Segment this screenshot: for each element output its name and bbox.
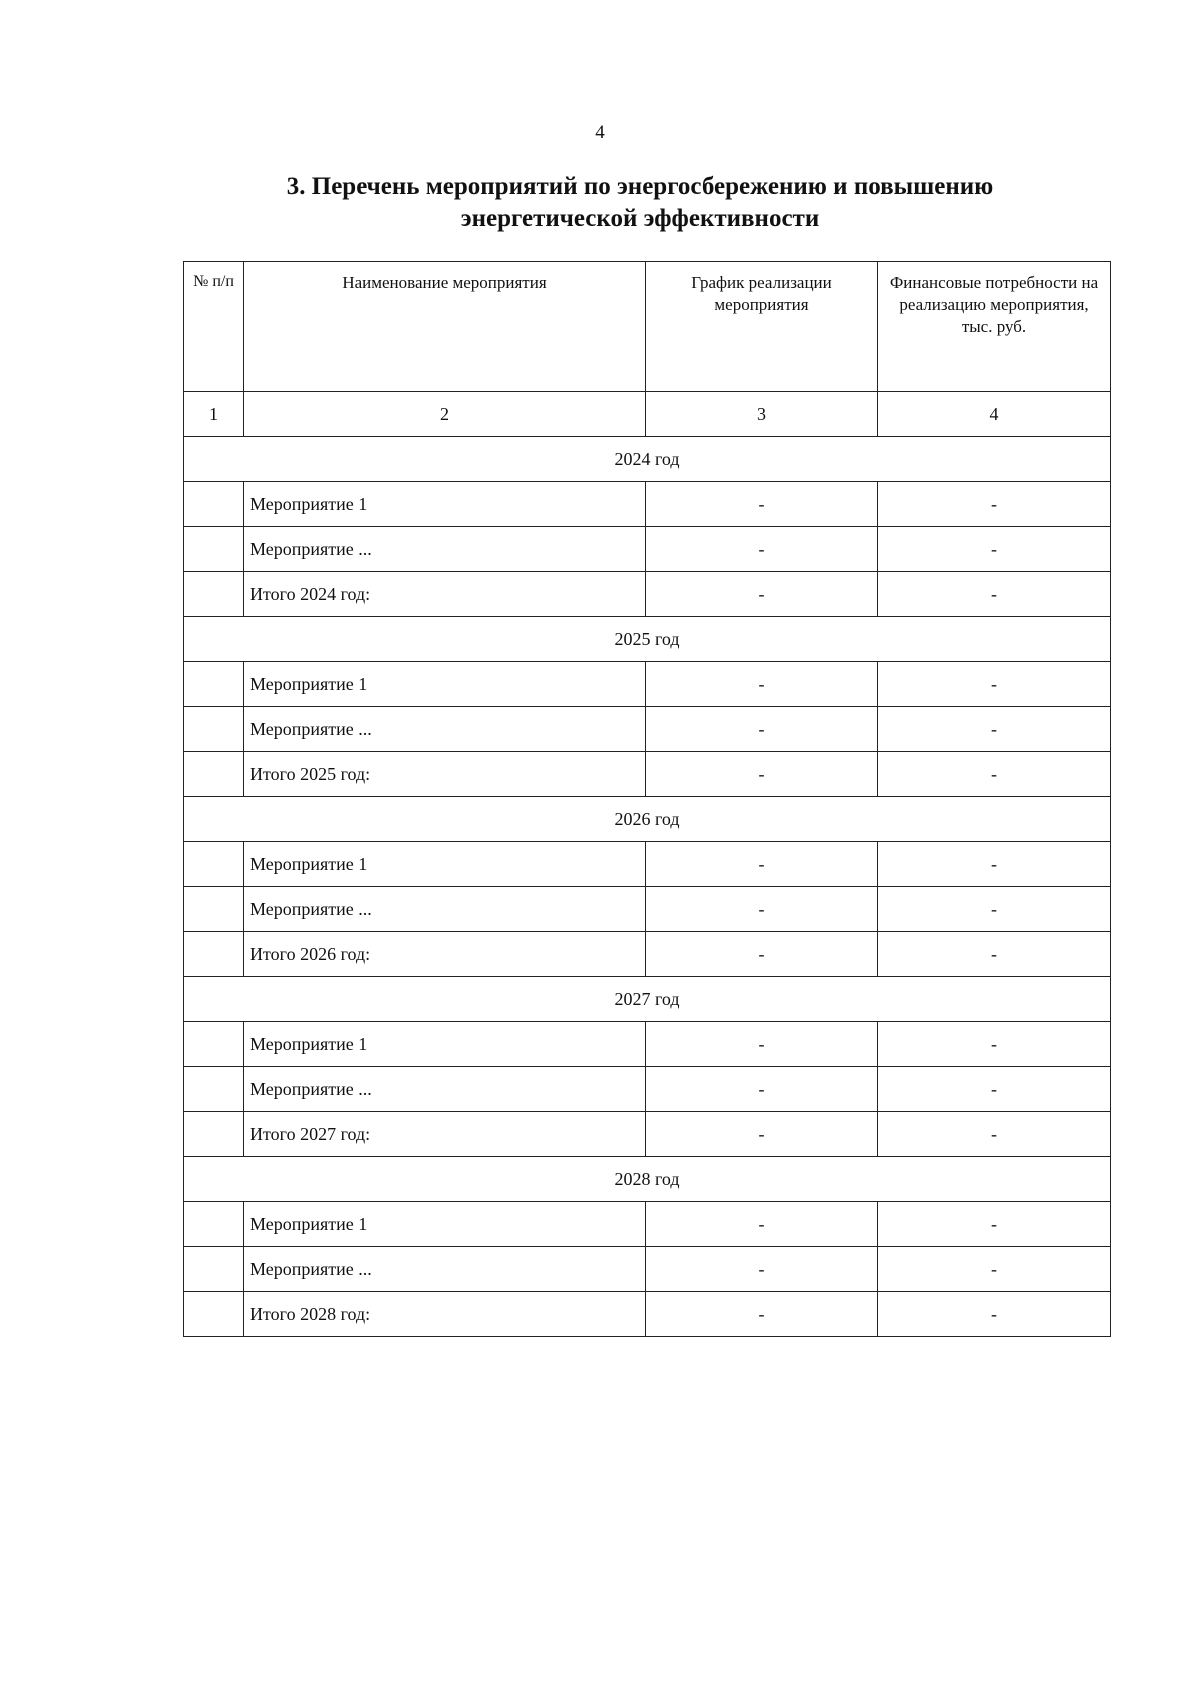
row-number (184, 842, 244, 887)
event-finance: - (878, 932, 1111, 977)
header-schedule: График реализации мероприятия (646, 262, 878, 392)
event-schedule: - (646, 707, 878, 752)
event-schedule: - (646, 527, 878, 572)
row-number (184, 1202, 244, 1247)
event-schedule: - (646, 1067, 878, 1112)
table-row (184, 752, 1111, 797)
year-label: 2027 год (184, 977, 1111, 1022)
event-name: Итого 2026 год: (244, 932, 646, 977)
table-row (184, 482, 1111, 527)
event-schedule: - (646, 1292, 878, 1337)
row-number (184, 482, 244, 527)
section-title-line-1: 3. Перечень мероприятий по энергосбережению и повышению (286, 173, 994, 200)
event-finance: - (878, 887, 1111, 932)
events-table (183, 261, 1111, 1337)
table-row (184, 527, 1111, 572)
page-number: 4 (595, 122, 605, 143)
table-row (184, 572, 1111, 617)
header-finance: Финансовые потребности на реализацию мероприятия, тыс. руб. (878, 262, 1111, 392)
event-name: Итого 2025 год: (244, 752, 646, 797)
event-name: Мероприятие 1 (244, 482, 646, 527)
row-number (184, 1112, 244, 1157)
header-event-name: Наименование мероприятия (244, 262, 646, 392)
row-number (184, 752, 244, 797)
event-finance: - (878, 707, 1111, 752)
event-finance: - (878, 1022, 1111, 1067)
row-number (184, 527, 244, 572)
event-schedule: - (646, 482, 878, 527)
event-schedule: - (646, 887, 878, 932)
row-number (184, 1292, 244, 1337)
column-number: 4 (878, 392, 1111, 437)
table-row (184, 1067, 1111, 1112)
event-finance: - (878, 842, 1111, 887)
event-name: Мероприятие ... (244, 707, 646, 752)
header-row (184, 262, 1111, 392)
column-number: 2 (244, 392, 646, 437)
section-title-line-2: энергетической эффективности (460, 205, 820, 232)
year-section-row (184, 977, 1111, 1022)
column-number: 1 (184, 392, 244, 437)
column-numbering-row (184, 392, 1111, 437)
event-schedule: - (646, 1247, 878, 1292)
event-schedule: - (646, 572, 878, 617)
year-label: 2028 год (184, 1157, 1111, 1202)
year-section-row (184, 797, 1111, 842)
event-name: Мероприятие 1 (244, 842, 646, 887)
event-finance: - (878, 1247, 1111, 1292)
table-row (184, 887, 1111, 932)
event-name: Мероприятие ... (244, 1247, 646, 1292)
event-finance: - (878, 527, 1111, 572)
event-name: Мероприятие ... (244, 887, 646, 932)
year-label: 2025 год (184, 617, 1111, 662)
table-row (184, 842, 1111, 887)
event-name: Итого 2027 год: (244, 1112, 646, 1157)
table-row (184, 707, 1111, 752)
event-finance: - (878, 662, 1111, 707)
row-number (184, 572, 244, 617)
event-finance: - (878, 1067, 1111, 1112)
event-name: Мероприятие 1 (244, 1202, 646, 1247)
event-finance: - (878, 1202, 1111, 1247)
row-number (184, 707, 244, 752)
row-number (184, 932, 244, 977)
row-number (184, 887, 244, 932)
table-row (184, 1292, 1111, 1337)
table-row (184, 932, 1111, 977)
row-number (184, 1067, 244, 1112)
event-name: Мероприятие 1 (244, 1022, 646, 1067)
row-number (184, 662, 244, 707)
event-finance: - (878, 1292, 1111, 1337)
year-section-row (184, 617, 1111, 662)
event-schedule: - (646, 932, 878, 977)
event-name: Итого 2028 год: (244, 1292, 646, 1337)
table-row (184, 1112, 1111, 1157)
table-row (184, 662, 1111, 707)
event-finance: - (878, 1112, 1111, 1157)
table-row (184, 1022, 1111, 1067)
year-label: 2024 год (184, 437, 1111, 482)
event-finance: - (878, 482, 1111, 527)
event-name: Мероприятие ... (244, 527, 646, 572)
event-finance: - (878, 752, 1111, 797)
section-title (180, 171, 1100, 235)
event-schedule: - (646, 752, 878, 797)
year-label: 2026 год (184, 797, 1111, 842)
row-number (184, 1022, 244, 1067)
event-name: Итого 2024 год: (244, 572, 646, 617)
event-schedule: - (646, 1202, 878, 1247)
event-name: Мероприятие 1 (244, 662, 646, 707)
year-section-row (184, 1157, 1111, 1202)
row-number (184, 1247, 244, 1292)
year-section-row (184, 437, 1111, 482)
event-schedule: - (646, 662, 878, 707)
event-finance: - (878, 572, 1111, 617)
event-schedule: - (646, 842, 878, 887)
table-body (184, 392, 1111, 1337)
event-schedule: - (646, 1112, 878, 1157)
header-number: № п/п (184, 262, 244, 392)
event-schedule: - (646, 1022, 878, 1067)
event-name: Мероприятие ... (244, 1067, 646, 1112)
table-row (184, 1202, 1111, 1247)
table-row (184, 1247, 1111, 1292)
column-number: 3 (646, 392, 878, 437)
